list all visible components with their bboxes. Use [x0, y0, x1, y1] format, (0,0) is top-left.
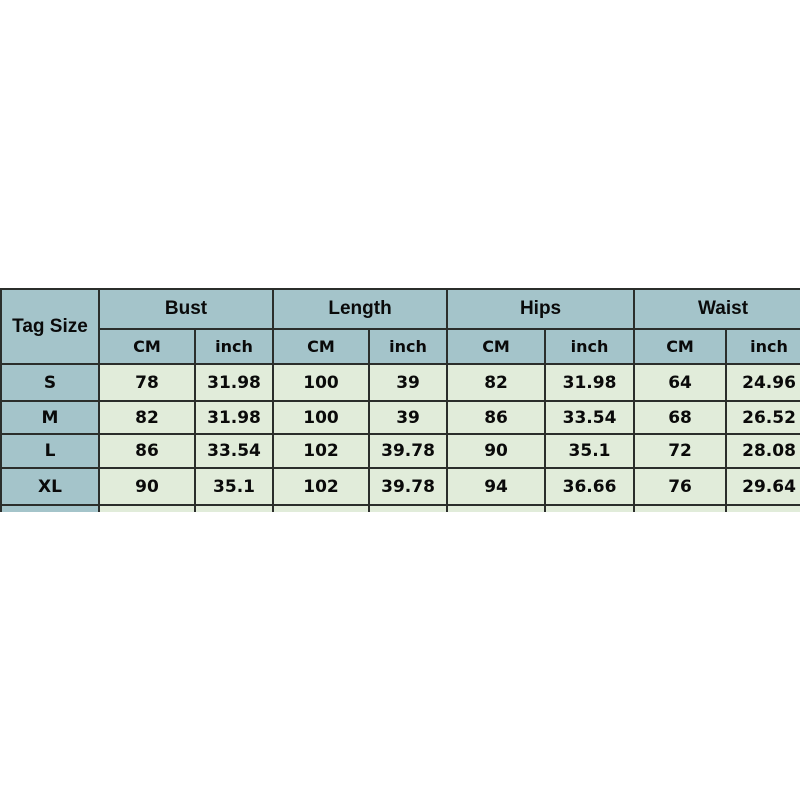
- value-cell-bust-inch: 35.1: [195, 468, 273, 505]
- group-header-row: [1, 289, 800, 329]
- unit-header-row: [1, 329, 800, 364]
- size-row-m: [1, 401, 800, 434]
- value-cell-hips-cm: 90: [447, 434, 545, 468]
- value-cell-bust-inch: 31.98: [195, 401, 273, 434]
- unit-header-hips-inch: inch: [545, 329, 634, 364]
- unit-header-length-cm: CM: [273, 329, 369, 364]
- value-cell-hips-inch: 35.1: [545, 434, 634, 468]
- value-cell-bust-cm: 78: [99, 364, 195, 401]
- unit-header-bust-inch: inch: [195, 329, 273, 364]
- group-header-length: Length: [273, 289, 447, 329]
- value-cell-hips-inch: 33.54: [545, 401, 634, 434]
- tag-size-cell: M: [1, 401, 99, 434]
- value-cell-bust-cm: 82: [99, 401, 195, 434]
- value-cell-waist-cm: 72: [634, 434, 726, 468]
- unit-header-waist-inch: inch: [726, 329, 800, 364]
- tag-size-cell: S: [1, 364, 99, 401]
- value-cell-length-inch: 39: [369, 364, 447, 401]
- value-cell-waist-cm: 64: [634, 364, 726, 401]
- tag-size-cell: XL: [1, 468, 99, 505]
- unit-header-hips-cm: CM: [447, 329, 545, 364]
- value-cell-length-cm: 102: [273, 434, 369, 468]
- size-row-s: [1, 364, 800, 401]
- unit-header-waist-cm: CM: [634, 329, 726, 364]
- value-cell-waist-inch: 24.96: [726, 364, 800, 401]
- value-cell-waist-cm: 76: [634, 468, 726, 505]
- value-cell-bust-inch: 31.98: [195, 364, 273, 401]
- unit-header-length-inch: inch: [369, 329, 447, 364]
- value-cell-hips-cm: 82: [447, 364, 545, 401]
- value-cell-hips-inch: 31.98: [545, 364, 634, 401]
- group-header-bust: Bust: [99, 289, 273, 329]
- size-row-l: [1, 434, 800, 468]
- value-cell-waist-inch: 28.08: [726, 434, 800, 468]
- value-cell-waist-inch: 26.52: [726, 401, 800, 434]
- size-chart-clip-region: [0, 288, 800, 512]
- size-row-xl: [1, 468, 800, 505]
- value-cell-hips-inch: 36.66: [545, 468, 634, 505]
- tag-size-cell: [1, 505, 99, 512]
- corner-header-tag-size: Tag Size: [1, 289, 99, 364]
- value-cell-length-inch: 39: [369, 401, 447, 434]
- value-cell-length-cm: 100: [273, 364, 369, 401]
- value-cell-bust-inch: 33.54: [195, 434, 273, 468]
- value-cell-waist-inch: 29.64: [726, 468, 800, 505]
- tag-size-cell: L: [1, 434, 99, 468]
- value-cell-length-cm: 100: [273, 401, 369, 434]
- group-header-hips: Hips: [447, 289, 634, 329]
- unit-header-bust-cm: CM: [99, 329, 195, 364]
- group-header-waist: Waist: [634, 289, 800, 329]
- value-cell-length-inch: 39.78: [369, 468, 447, 505]
- value-cell-waist-cm: 68: [634, 401, 726, 434]
- value-cell-hips-cm: 86: [447, 401, 545, 434]
- size-chart-table: [0, 288, 800, 512]
- value-cell-bust-cm: 90: [99, 468, 195, 505]
- value-cell-length-cm: 102: [273, 468, 369, 505]
- value-cell-bust-cm: 86: [99, 434, 195, 468]
- value-cell-hips-cm: 94: [447, 468, 545, 505]
- clipped-partial-row: [1, 505, 800, 512]
- value-cell-length-inch: 39.78: [369, 434, 447, 468]
